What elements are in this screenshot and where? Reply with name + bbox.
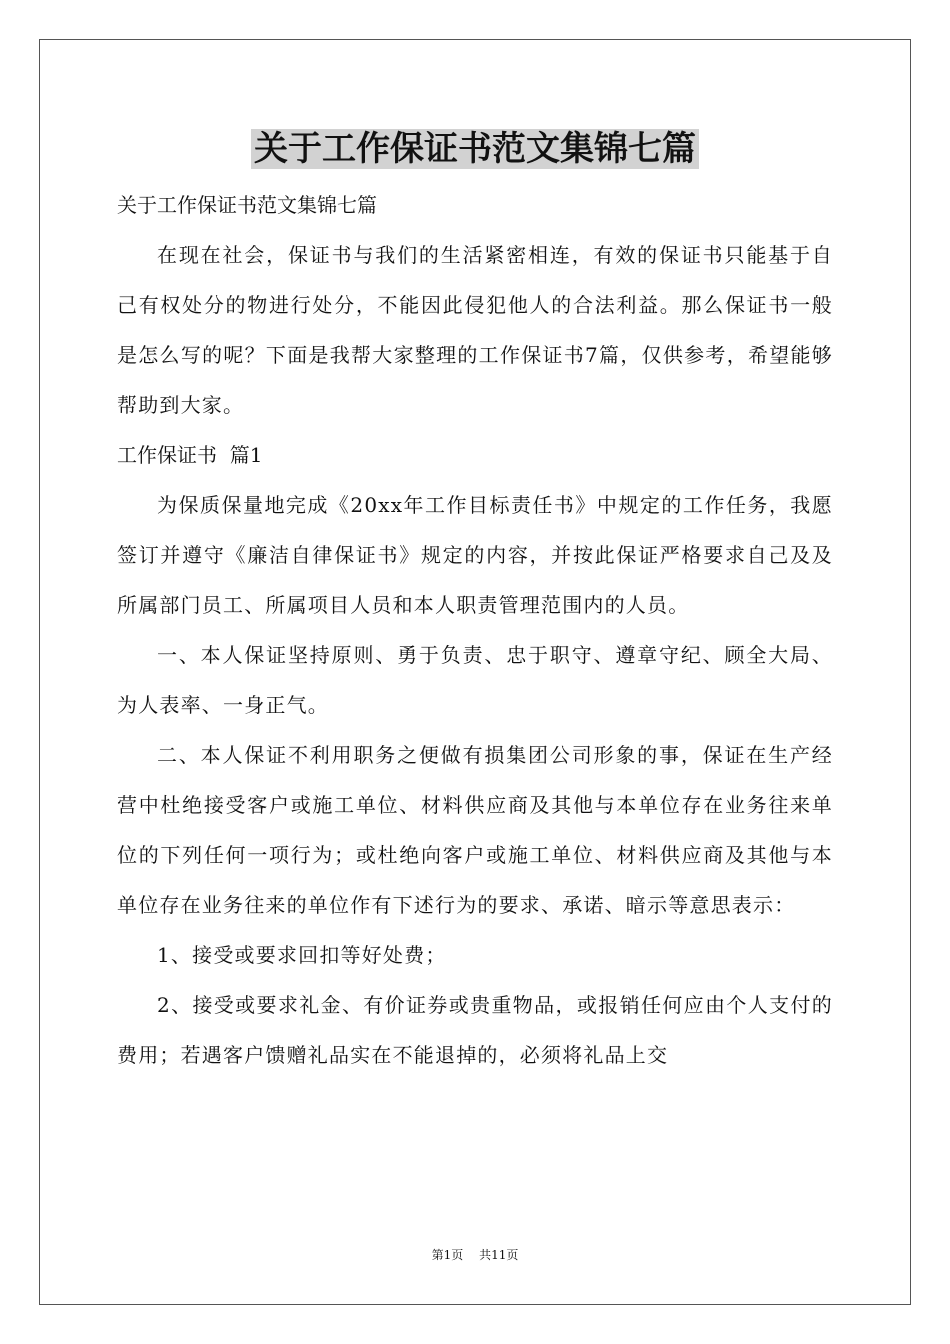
body-paragraph: 二、本人保证不利用职务之便做有损集团公司形象的事，保证在生产经营中杜绝接受客户或施工单位、材料供应商及其他与本单位存在业务往来单位的下列任何一项行为；或杜绝向客户或施工单位、材料供应商及其他与本单位存在业务往来的单位作有下述行为的要求、承诺、暗示等意思表示： <box>117 743 833 917</box>
body-paragraph: 1、接受或要求回扣等好处费； <box>157 943 447 967</box>
page-footer <box>0 1247 950 1263</box>
body-paragraph: 一、本人保证坚持原则、勇于负责、忠于职守、遵章守纪、顾全大局、为人表率、一身正气。 <box>117 643 833 717</box>
page-number-total: 共11页 <box>479 1248 519 1262</box>
document-title <box>0 126 950 172</box>
intro-paragraph: 在现在社会，保证书与我们的生活紧密相连，有效的保证书只能基于自己有权处分的物进行处分，不能因此侵犯他人的合法利益。那么保证书一般是怎么写的呢？下面是我帮大家整理的工作保证书7篇，仅供参考，希望能够帮助到大家。 <box>117 243 833 417</box>
body-paragraph: 2、接受或要求礼金、有价证券或贵重物品，或报销任何应由个人支付的费用；若遇客户馈赠礼品实在不能退掉的，必须将礼品上交 <box>117 993 833 1067</box>
body-paragraph: 为保质保量地完成《20xx年工作目标责任书》中规定的工作任务，我愿签订并遵守《廉洁自律保证书》规定的内容，并按此保证严格要求自己及及所属部门员工、所属项目人员和本人职责管理范围内的人员。 <box>117 493 833 617</box>
document-subtitle: 关于工作保证书范文集锦七篇 <box>117 193 377 217</box>
page-number-current: 第1页 <box>431 1248 464 1262</box>
section-heading: 工作保证书 篇1 <box>117 443 263 467</box>
document-body <box>117 180 833 1080</box>
document-title-text: 关于工作保证书范文集锦七篇 <box>251 129 699 169</box>
